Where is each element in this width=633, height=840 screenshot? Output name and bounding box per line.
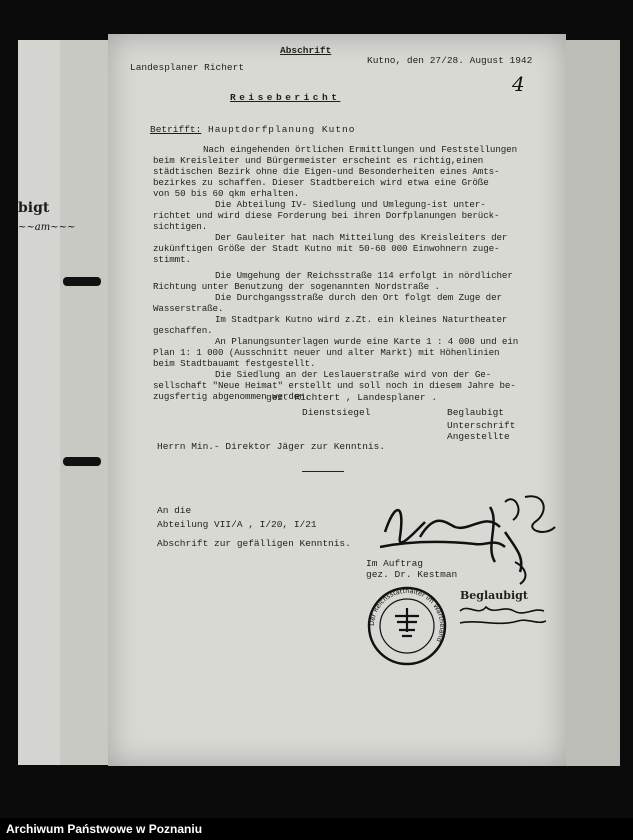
subject-label: Betrifft: (150, 124, 202, 135)
address-to: An die (157, 505, 192, 516)
back-sheet-inner (60, 40, 110, 765)
side-sheet-fragment: bigt (18, 200, 50, 216)
paper-clip-top (63, 277, 101, 286)
body-line: Die Durchgangsstraße durch den Ort folgt dem Zuge der (215, 292, 502, 303)
by-order: Im Auftrag (366, 558, 424, 569)
body-line: An Planungsunterlagen wurde eine Karte 1 : 4 000 und ein (215, 336, 519, 347)
svg-text:Der Reichsstatthalter im Warth: Der Reichsstatthalter im Wartheland (367, 586, 447, 644)
body-line: stimmt. (153, 254, 191, 265)
official-stamp (362, 586, 452, 666)
copy-label: Abschrift (280, 45, 332, 56)
copy-note: Abschrift zur gefälligen Kenntnis. (157, 538, 351, 549)
certified-label: Beglaubigt (447, 407, 505, 418)
place-date: Kutno, den 27/28. August 1942 (367, 55, 533, 66)
body-line: städtischen Bezirk ohne die Eigen-und Besonderheiten eines Amts- (153, 166, 500, 177)
body-line: geschaffen. (153, 325, 213, 336)
body-line: sellschaft "Neue Heimat" erstellt und soll noch in diesem Jahre be- (153, 380, 516, 391)
department: Abteilung VII/A , I/20, I/21 (157, 519, 317, 530)
body-line: Wasserstraße. (153, 303, 224, 314)
body-line: Die Abteilung IV- Siedlung und Umlegung-ist unter- (215, 199, 486, 210)
body-line: Richtung unter Benutzung der sogenannten Nordstraße . (153, 281, 440, 292)
signed-gez: gez. Richtert , Landesplaner . (266, 392, 438, 403)
body-line: Die Siedlung an der Leslauerstraße wird von der Ge- (215, 369, 492, 380)
right-strip (566, 40, 620, 766)
sender: Landesplaner Richert (130, 62, 245, 73)
paper-clip-bottom (63, 457, 101, 466)
subject: Hauptdorfplanung Kutno (208, 124, 356, 135)
recipient-note: Herrn Min.- Direktor Jäger zur Kenntnis. (157, 441, 386, 452)
document-title: Reisebericht (230, 92, 341, 103)
body-line: beim Kreisleiter und Bürgermeister erscheint es richtig,einen (153, 155, 484, 166)
archive-footer: Archiwum Państwowe w Poznaniu (0, 818, 633, 840)
body-line: zugsfertig abgenommen werden. (153, 391, 310, 402)
employee-label: Angestellte (447, 431, 510, 442)
body-line: sichtigen. (153, 221, 208, 232)
body-line: Die Umgehung der Reichsstraße 114 erfolgt in nördlicher (215, 270, 513, 281)
body-line: richtet und wird diese Forderung bei ihren Dorfplanungen berück- (153, 210, 500, 221)
body-line: Der Gauleiter hat nach Mitteilung des Kreisleiters der (215, 232, 508, 243)
body-line: Plan 1: 1 000 (Ausschnitt neuer und alter Markt) mit Höhenlinien (153, 347, 500, 358)
signature-label: Unterschrift (447, 420, 516, 431)
body-line: beim Stadtbauamt festgestellt. (153, 358, 316, 369)
by-order-signed: gez. Dr. Kestman (366, 569, 458, 580)
body-line: Im Stadtpark Kutno wird z.Zt. ein kleines Naturtheater (215, 314, 508, 325)
stamp-handwriting (458, 601, 548, 629)
stamp-certified: Beglaubigt (460, 589, 528, 602)
page-number: 4 (512, 72, 525, 96)
body-line: bezirkes zu schaffen. Dieser Stadtbereich wird etwa eine Größe (153, 177, 489, 188)
side-handwriting-scribble: ~~am~~~ (18, 222, 76, 233)
body-line: zukünftigen Größe der Stadt Kutno mit 50-60 000 Einwohnern zuge- (153, 243, 500, 254)
handwritten-signature (375, 492, 560, 587)
separator-rule (302, 471, 344, 472)
body-line: von 50 bis 60 qkm erhalten. (153, 188, 300, 199)
body-line: Nach eingehenden örtlichen Ermittlungen und Feststellungen (203, 144, 517, 155)
seal-label: Dienstsiegel (302, 407, 371, 418)
